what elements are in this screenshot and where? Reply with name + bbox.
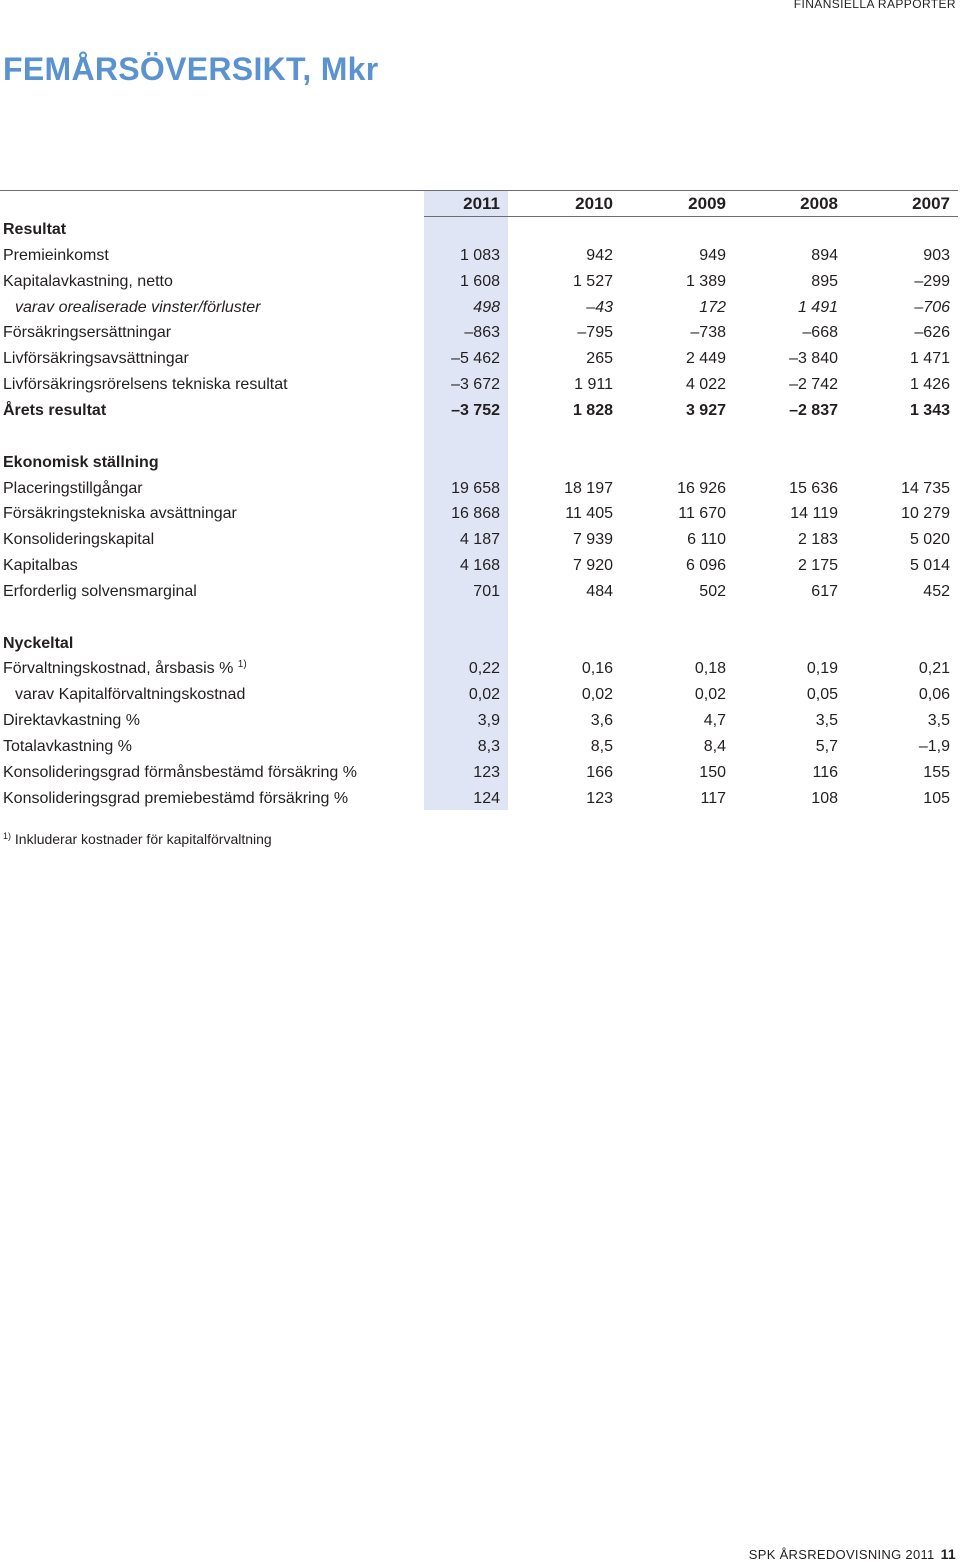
value-cell: 0,02 [468,686,500,703]
row-label-text: Totalavkastning % [3,738,132,755]
value-cell: 0,16 [581,660,613,677]
table-row [0,527,960,553]
value-cell: 8,4 [703,738,726,755]
value-cell: 10 279 [901,505,950,522]
footnote [3,829,272,851]
value-cell: 1 828 [572,402,613,419]
row-label-text: Livförsäkringsavsättningar [3,350,189,367]
value-cell: 498 [473,299,500,316]
value-cell: 5 020 [909,531,950,548]
value-cell: 2 449 [685,350,726,367]
value-cell: 0,02 [694,686,726,703]
value-cell: 6 096 [685,557,726,574]
value-cell: 0,21 [918,660,950,677]
row-label [3,656,247,684]
value-cell: –706 [914,299,950,316]
value-cell: 5,7 [815,738,838,755]
row-label [3,501,237,527]
section-heading: Nyckeltal [3,635,74,652]
footer-text: SPK ÅRSREDOVISNING 2011 [748,1547,935,1562]
value-cell: 172 [699,299,726,316]
row-label [3,579,197,605]
value-cell: 123 [473,764,500,781]
table-row [0,734,960,760]
value-cell: 7 920 [572,557,613,574]
value-cell: 1 608 [459,273,500,290]
row-label-text: Premieinkomst [3,247,109,264]
row-label [3,372,288,398]
value-cell: 8,3 [477,738,500,755]
value-cell: –43 [586,299,613,316]
row-label-text: varav orealiserade vinster/förluster [15,299,261,316]
value-cell: 116 [812,764,838,781]
row-label [3,760,357,786]
row-label [3,243,109,269]
value-cell: 0,22 [468,660,500,677]
row-label-text: Direktavkastning % [3,712,140,729]
value-cell: –626 [914,324,950,341]
value-cell: 895 [811,273,838,290]
row-label [3,786,348,812]
value-cell: –2 742 [789,376,838,393]
value-cell: –5 462 [451,350,500,367]
value-cell: 123 [586,790,613,807]
row-label-text: Placeringstillgångar [3,480,143,497]
row-label [3,553,78,579]
value-cell: 4 022 [685,376,726,393]
table-row [0,682,960,708]
year-header: 2011 [463,194,500,213]
value-cell: 3,9 [477,712,500,729]
value-cell: 484 [586,583,613,600]
year-header: 2009 [688,194,726,213]
row-label [3,734,132,760]
value-cell: 18 197 [564,480,613,497]
table-row [0,786,960,812]
value-cell: 6 110 [687,531,726,548]
value-cell: 265 [586,350,613,367]
row-label-text: Förvaltningskostnad, årsbasis % [3,660,234,677]
year-header: 2008 [800,194,838,213]
value-cell: 1 389 [685,273,726,290]
value-cell: –863 [464,324,500,341]
value-cell: –668 [802,324,838,341]
table-row [0,501,960,527]
row-label [15,295,260,321]
value-cell: 16 926 [677,480,726,497]
value-cell: 1 527 [572,273,613,290]
page-footer [749,1546,956,1562]
value-cell: –2 837 [789,402,838,419]
value-cell: 7 939 [572,531,613,548]
value-cell: –3 840 [789,350,838,367]
row-label [3,708,140,734]
value-cell: –3 752 [451,402,500,419]
value-cell: 1 343 [909,402,950,419]
year-header: 2010 [575,194,613,213]
section-heading-row [0,631,960,657]
value-cell: 903 [923,247,950,264]
row-label-text: Erforderlig solvensmarginal [3,583,197,600]
value-cell: 894 [811,247,838,264]
value-cell: 117 [700,790,726,807]
row-label-text: Konsolideringsgrad förmånsbestämd försäkring % [3,764,357,781]
value-cell: 15 636 [789,480,838,497]
value-cell: 11 670 [678,505,726,522]
value-cell: 11 405 [565,505,613,522]
row-label-text: Konsolideringskapital [3,531,155,548]
value-cell: 2 183 [797,531,838,548]
value-cell: 1 083 [459,247,500,264]
value-cell: –299 [914,273,950,290]
value-cell: 3,5 [815,712,838,729]
value-cell: –738 [690,324,726,341]
value-cell: 617 [811,583,838,600]
table-row [0,295,960,321]
table-row [0,372,960,398]
year-header: 2007 [912,194,950,213]
row-label [3,346,189,372]
value-cell: 3 927 [685,402,726,419]
table-row [0,476,960,502]
row-label-text: Kapitalavkastning, netto [3,273,173,290]
value-cell: 166 [586,764,613,781]
value-cell: 4,7 [703,712,726,729]
value-cell: 949 [699,247,726,264]
value-cell: 14 119 [790,505,838,522]
value-cell: 1 911 [574,376,613,393]
value-cell: 16 868 [451,505,500,522]
table-row [0,243,960,269]
table-row [0,320,960,346]
value-cell: 0,19 [806,660,838,677]
value-cell: 3,6 [590,712,613,729]
row-label [15,682,245,708]
page-title: FEMÅRSÖVERSIKT, Mkr [3,51,379,87]
value-cell: 502 [699,583,726,600]
value-cell: 2 175 [797,557,838,574]
value-cell: 452 [923,583,950,600]
value-cell: 942 [586,247,613,264]
section-heading-row [0,217,960,243]
value-cell: 3,5 [927,712,950,729]
value-cell: 14 735 [901,480,950,497]
row-label-text: varav Kapitalförvaltningskostnad [15,686,246,703]
value-cell: 105 [923,790,950,807]
row-label-text: Livförsäkringsrörelsens tekniska resultat [3,376,288,393]
row-label [3,476,143,502]
row-label [3,320,171,346]
table-row [0,656,960,682]
section-heading: Ekonomisk ställning [3,454,159,471]
value-cell: –795 [577,324,613,341]
row-label [3,527,154,553]
value-cell: 8,5 [590,738,613,755]
row-label-text: Kapitalbas [3,557,78,574]
section-heading: Resultat [3,221,67,238]
value-cell: 0,02 [581,686,613,703]
value-cell: 124 [473,790,500,807]
section-label: FINANSIELLA RAPPORTER [793,0,956,11]
page-number: 11 [940,1546,956,1562]
value-cell: 0,18 [694,660,726,677]
footnote-text: Inkluderar kostnader för kapitalförvaltning [14,831,272,847]
value-cell: 1 491 [797,299,838,316]
value-cell: 150 [699,764,726,781]
footnote-ref: 1) [237,659,247,670]
value-cell: 0,06 [918,686,950,703]
section-heading-row [0,450,960,476]
value-cell: 1 471 [909,350,950,367]
table-row [0,579,960,605]
table-row [0,760,960,786]
value-cell: 155 [923,764,950,781]
value-cell: 4 168 [459,557,500,574]
table-header-row [0,191,960,217]
value-cell: 0,05 [806,686,838,703]
row-label-text: Försäkringsersättningar [3,324,172,341]
table-row [0,553,960,579]
footnote-marker: 1) [3,831,12,841]
row-label [3,269,173,295]
value-cell: 4 187 [459,531,500,548]
value-cell: 701 [473,583,500,600]
row-label-text: Årets resultat [3,402,107,419]
value-cell: 1 426 [909,376,950,393]
table-row [0,269,960,295]
value-cell: 5 014 [909,557,950,574]
value-cell: 108 [811,790,838,807]
row-label-text: Konsolideringsgrad premiebestämd försäkring % [3,790,349,807]
row-label-text: Försäkringstekniska avsättningar [3,505,237,522]
value-cell: 19 658 [451,480,500,497]
row-label [3,398,106,424]
value-cell: –3 672 [451,376,500,393]
table-row [0,346,960,372]
value-cell: –1,9 [918,738,950,755]
table-row [0,708,960,734]
table-row [0,398,960,424]
